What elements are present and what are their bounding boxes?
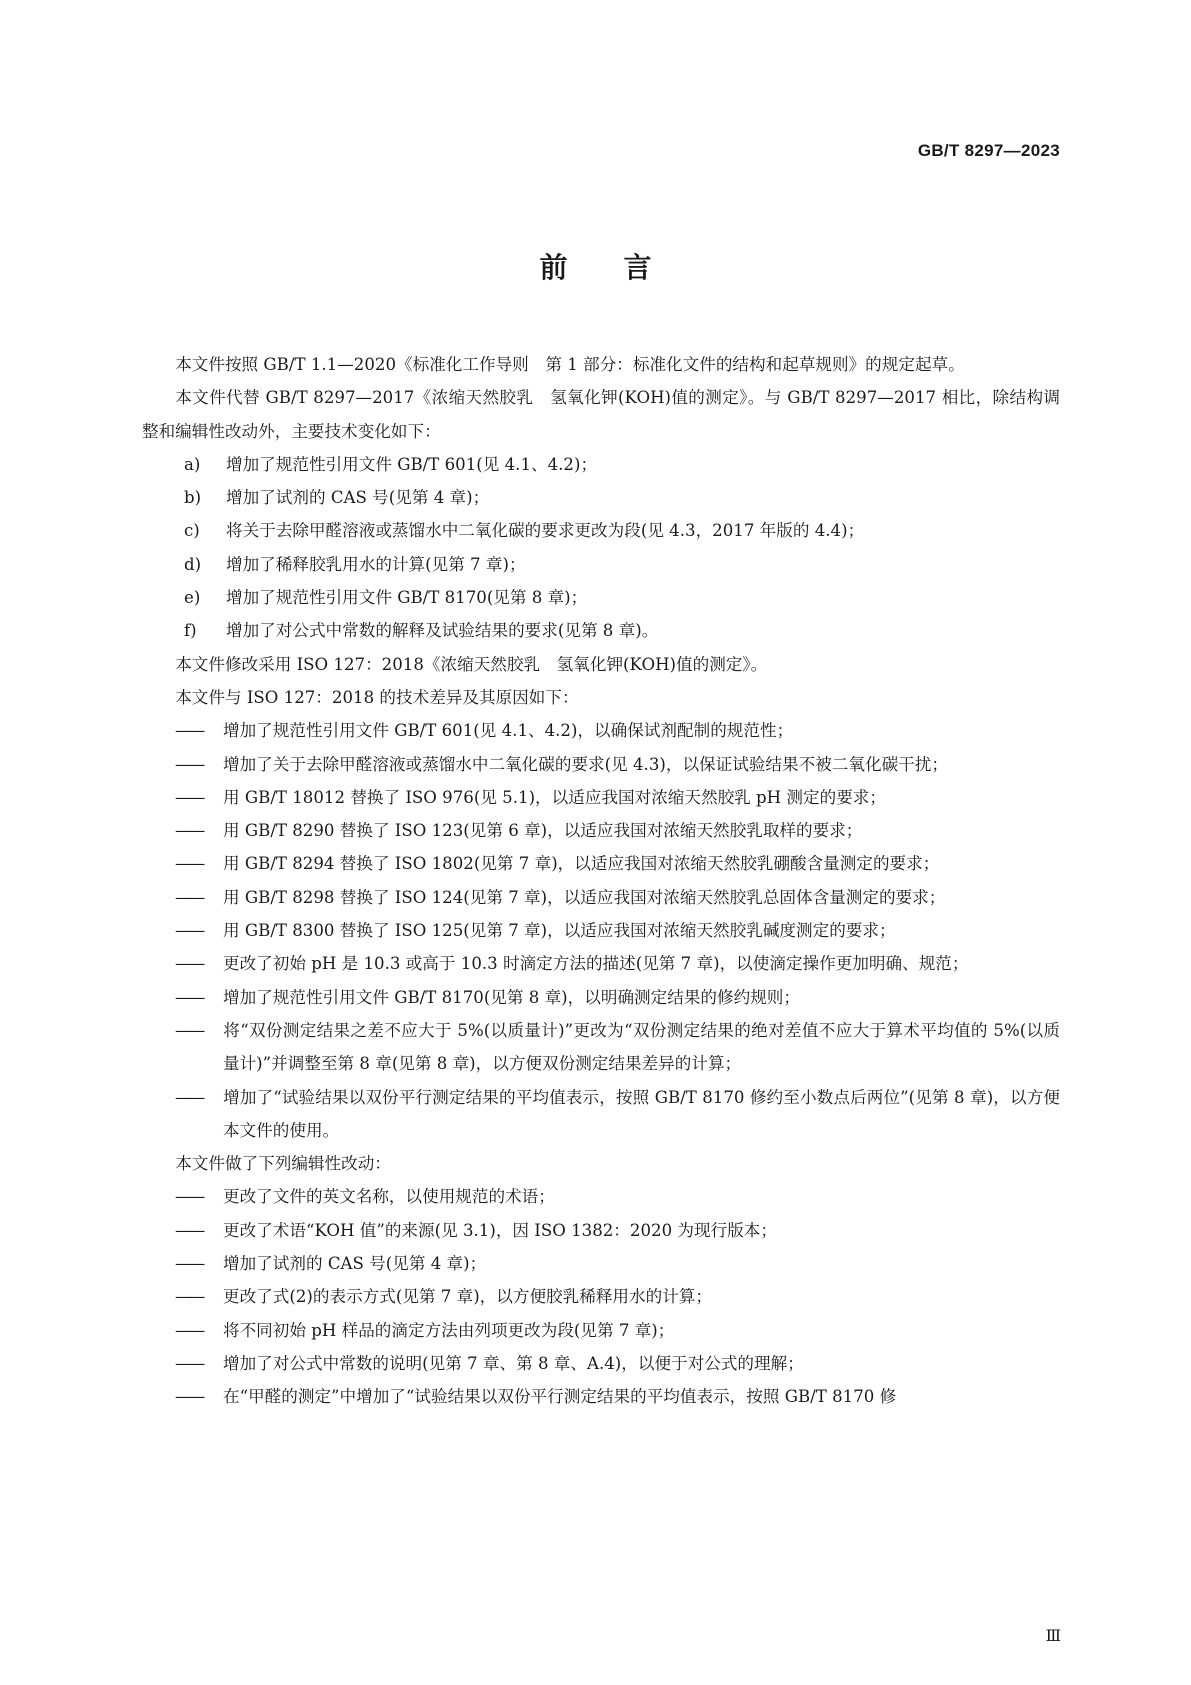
dash-mark: —— (175, 1220, 203, 1240)
dash-item-text: 用 GB/T 8294 替换了 ISO 1802(见第 7 章)，以适应我国对浓缩天然胶乳硼酸含量测定的要求； (223, 854, 940, 874)
dash-item-text: 更改了术语“KOH 值”的来源(见 3.1)，因 ISO 1382：2020 为现行版本； (223, 1220, 777, 1240)
dash-item (142, 1247, 1060, 1280)
dash-item (142, 1180, 1060, 1213)
dash-item-text: 增加了规范性引用文件 GB/T 8170(见第 8 章)，以明确测定结果的修约规则； (223, 987, 800, 1007)
dash-item-text: 更改了文件的英文名称，以使用规范的术语； (223, 1187, 555, 1207)
dash-item-text: 更改了式(2)的表示方式(见第 7 章)，以方便胶乳稀释用水的计算； (223, 1287, 712, 1307)
paragraph-replacement: 本文件代替 GB/T 8297—2017《浓缩天然胶乳 氢氧化钾(KOH)值的测定》。与 GB/T 8297—2017 相比，除结构调整和编辑性改动外，主要技术变化如下： (142, 388, 1060, 441)
list-item-label: d) (184, 554, 202, 574)
dash-mark: —— (175, 1387, 203, 1407)
dash-item-text: 增加了规范性引用文件 GB/T 601(见 4.1、4.2)，以确保试剂配制的规范性； (223, 721, 794, 741)
dash-mark: —— (175, 1353, 203, 1373)
technical-changes-list (142, 448, 1060, 648)
technical-differences-list (142, 714, 1060, 1147)
dash-item (142, 1380, 1060, 1413)
dash-item-text: 更改了初始 pH 是 10.3 或高于 10.3 时滴定方法的描述(见第 7 章)，以使滴定操作更加明确、规范； (223, 954, 969, 974)
dash-item (142, 781, 1060, 814)
document-body (142, 348, 1060, 1414)
dash-item-text: 用 GB/T 8290 替换了 ISO 123(见第 6 章)，以适应我国对浓缩天然胶乳取样的要求； (223, 821, 863, 841)
dash-mark: —— (175, 821, 203, 841)
dash-mark: —— (175, 1320, 203, 1340)
list-item (142, 548, 1060, 581)
dash-item (142, 748, 1060, 781)
list-item-label: f) (184, 621, 197, 641)
paragraph-differences-intro: 本文件与 ISO 127：2018 的技术差异及其原因如下： (175, 687, 579, 707)
dash-item-text: 用 GB/T 8298 替换了 ISO 124(见第 7 章)，以适应我国对浓缩天然胶乳总固体含量测定的要求； (223, 887, 946, 907)
dash-item (142, 881, 1060, 914)
list-item-text: 增加了稀释胶乳用水的计算(见第 7 章)； (226, 554, 526, 574)
list-item (142, 514, 1060, 547)
dash-mark: —— (175, 854, 203, 874)
list-item-text: 增加了规范性引用文件 GB/T 601(见 4.1、4.2)； (226, 454, 598, 474)
paragraph-editorial-intro: 本文件做了下列编辑性改动： (175, 1154, 391, 1174)
dash-item (142, 1081, 1060, 1148)
dash-item (142, 1314, 1060, 1347)
dash-item-text: 在“甲醛的测定”中增加了“试验结果以双份平行测定结果的平均值表示，按照 GB/T 8170 修 (223, 1387, 897, 1407)
dash-mark: —— (175, 1287, 203, 1307)
dash-item-text: 用 GB/T 18012 替换了 ISO 976(见 5.1)，以适应我国对浓缩天然胶乳 pH 测定的要求； (223, 787, 886, 807)
dash-item (142, 981, 1060, 1014)
list-item-label: b) (184, 488, 202, 508)
list-item-text: 增加了试剂的 CAS 号(见第 4 章)； (226, 488, 490, 508)
list-item (142, 614, 1060, 647)
dash-item-text: 增加了关于去除甲醛溶液或蒸馏水中二氧化碳的要求(见 4.3)，以保证试验结果不被二氧化碳干扰； (223, 754, 948, 774)
dash-item (142, 714, 1060, 747)
list-item (142, 481, 1060, 514)
dash-item-text: 增加了试剂的 CAS 号(见第 4 章)； (223, 1254, 487, 1274)
list-item-label: e) (184, 588, 201, 608)
list-item-label: a) (184, 454, 201, 474)
dash-item (142, 1347, 1060, 1380)
dash-item-text: 将“双份测定结果之差不应大于 5%(以质量计)”更改为“双份测定结果的绝对差值不应大于算术平均值的 5%(以质量计)”并调整至第 8 章(见第 8 章)，以方便双份测定结果差异的计算； (223, 1020, 1060, 1074)
dash-item (142, 914, 1060, 947)
dash-item (142, 847, 1060, 880)
dash-mark: —— (175, 987, 203, 1007)
page-title: 前言 (539, 251, 708, 284)
dash-mark: —— (175, 1020, 203, 1040)
dash-item (142, 1214, 1060, 1247)
list-item-text: 增加了规范性引用文件 GB/T 8170(见第 8 章)； (226, 588, 588, 608)
dash-mark: —— (175, 887, 203, 907)
dash-mark: —— (175, 721, 203, 741)
list-item-text: 将关于去除甲醛溶液或蒸馏水中二氧化碳的要求更改为段(见 4.3，2017 年版的 4.4)； (226, 521, 865, 541)
dash-item (142, 814, 1060, 847)
dash-mark: —— (175, 787, 203, 807)
page-number: Ⅲ (1045, 1626, 1061, 1645)
dash-mark: —— (175, 954, 203, 974)
dash-mark: —— (175, 1187, 203, 1207)
list-item (142, 581, 1060, 614)
dash-mark: —— (175, 754, 203, 774)
dash-mark: —— (175, 921, 203, 941)
dash-item-text: 将不同初始 pH 样品的滴定方法由列项更改为段(见第 7 章)； (223, 1320, 675, 1340)
list-item (142, 448, 1060, 481)
dash-item-text: 用 GB/T 8300 替换了 ISO 125(见第 7 章)，以适应我国对浓缩天然胶乳碱度测定的要求； (223, 921, 896, 941)
paragraph-adoption: 本文件修改采用 ISO 127：2018《浓缩天然胶乳 氢氧化钾(KOH)值的测定》。 (175, 654, 768, 674)
paragraph-drafting-rules: 本文件按照 GB/T 1.1—2020《标准化工作导则 第 1 部分：标准化文件的结构和起草规则》的规定起草。 (175, 355, 965, 374)
dash-item (142, 1014, 1060, 1081)
dash-item-text: 增加了对公式中常数的说明(见第 7 章、第 8 章、A.4)，以便于对公式的理解； (223, 1353, 804, 1373)
list-item-text: 增加了对公式中常数的解释及试验结果的要求(见第 8 章)。 (226, 621, 659, 641)
dash-item (142, 1280, 1060, 1313)
dash-mark: —— (175, 1254, 203, 1274)
list-item-label: c) (184, 521, 200, 541)
dash-mark: —— (175, 1087, 203, 1107)
dash-item-text: 增加了“试验结果以双份平行测定结果的平均值表示，按照 GB/T 8170 修约至小数点后两位”(见第 8 章)，以方便本文件的使用。 (223, 1087, 1060, 1140)
editorial-changes-list (142, 1180, 1060, 1413)
standard-code: GB/T 8297—2023 (917, 141, 1060, 160)
dash-item (142, 947, 1060, 980)
